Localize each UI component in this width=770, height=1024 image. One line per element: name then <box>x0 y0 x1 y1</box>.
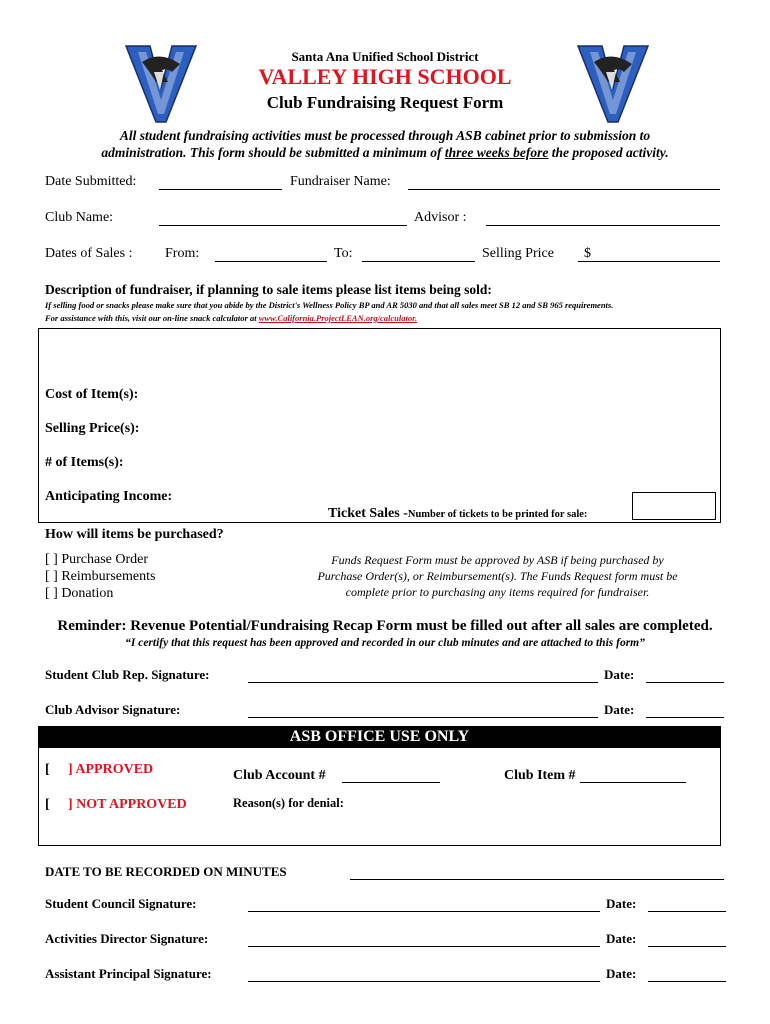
anticipating-income-label: Anticipating Income: <box>45 489 173 504</box>
dates-of-sales-label: Dates of Sales : <box>45 246 133 261</box>
selling-price-label: Selling Price <box>482 246 554 261</box>
activities-director-date-label: Date: <box>606 931 637 946</box>
certify-statement: “I certify that this request has been approved and recorded in our club minutes and are attached to this form” <box>125 637 645 649</box>
club-name-label: Club Name: <box>45 210 114 225</box>
club-account-field[interactable] <box>342 782 440 783</box>
district-name: Santa Ana Unified School District <box>291 49 479 64</box>
assistant-principal-signature-field[interactable] <box>248 981 600 982</box>
intro-line-2b: three weeks before <box>444 145 549 160</box>
snack-calculator-text: For assistance with this, visit our on-line snack calculator at <box>45 313 259 323</box>
student-rep-date-field[interactable] <box>646 682 724 683</box>
from-date-field[interactable] <box>215 261 327 262</box>
assistant-principal-signature-label: Assistant Principal Signature: <box>45 966 212 981</box>
student-council-date-field[interactable] <box>648 911 726 912</box>
ticket-count-note: Number of tickets to be printed for sale: <box>407 509 588 520</box>
date-submitted-label: Date Submitted: <box>45 174 137 189</box>
wellness-note: If selling food or snacks please make sure that you abide by the District's Wellness Policy BP and AR 5030 and that all sales meet SB 12 and SB 965 requirements. <box>45 300 614 310</box>
asb-office-title: ASB OFFICE USE ONLY <box>38 726 721 748</box>
funds-note-line-1: Funds Request Form must be approved by ASB if being purchased by <box>331 553 664 567</box>
intro-line-1: All student fundraising activities must be processed through ASB cabinet prior to submission to <box>119 128 651 143</box>
approved-bracket: [ <box>45 762 50 777</box>
snack-calculator-link[interactable]: www.California.ProjectLEAN.org/calculator. <box>258 313 418 323</box>
advisor-label: Advisor : <box>414 210 467 225</box>
funds-request-note <box>285 552 710 600</box>
funds-note-line-2: Purchase Order(s), or Reimbursement(s). The Funds Request form must be <box>317 569 678 583</box>
student-rep-signature-label: Student Club Rep. Signature: <box>45 667 210 682</box>
student-council-signature-field[interactable] <box>248 911 600 912</box>
student-rep-date-label: Date: <box>604 667 635 682</box>
fundraiser-name-label: Fundraiser Name: <box>290 174 391 189</box>
ticket-sales <box>328 506 587 522</box>
form-title: Club Fundraising Request Form <box>266 93 504 112</box>
denial-reasons-label: Reason(s) for denial: <box>233 796 344 810</box>
not-approved-checkbox[interactable]: ] NOT APPROVED <box>68 797 187 812</box>
activities-director-signature-field[interactable] <box>248 946 600 947</box>
student-council-signature-label: Student Council Signature: <box>45 896 197 911</box>
snack-calculator-note <box>45 313 417 323</box>
activities-director-date-field[interactable] <box>648 946 726 947</box>
option-purchase-order[interactable]: [ ] Purchase Order <box>45 552 149 567</box>
assistant-principal-date-label: Date: <box>606 966 637 981</box>
to-date-field[interactable] <box>362 261 475 262</box>
school-name: VALLEY HIGH SCHOOL <box>258 64 512 89</box>
fundraiser-name-field[interactable] <box>408 189 720 190</box>
advisor-signature-field[interactable] <box>248 717 598 718</box>
option-reimbursements[interactable]: [ ] Reimbursements <box>45 569 156 584</box>
dollar-sign: $ <box>584 246 591 261</box>
selling-price-field[interactable] <box>578 261 720 262</box>
club-item-label: Club Item # <box>504 768 576 783</box>
from-label: From: <box>165 246 200 261</box>
advisor-date-label: Date: <box>604 702 635 717</box>
intro-text <box>20 127 750 161</box>
ticket-count-field[interactable] <box>632 492 716 520</box>
funds-note-line-3: complete prior to purchasing any items required for fundraiser. <box>345 585 650 599</box>
activities-director-signature-label: Activities Director Signature: <box>45 931 209 946</box>
approved-checkbox[interactable]: ] APPROVED <box>68 762 154 777</box>
intro-line-2 <box>20 144 750 161</box>
cost-of-items-label: Cost of Item(s): <box>45 387 139 402</box>
advisor-signature-label: Club Advisor Signature: <box>45 702 181 717</box>
num-items-label: # of Items(s): <box>45 455 124 470</box>
description-heading: Description of fundraiser, if planning to sale items please list items being sold: <box>45 282 492 297</box>
minutes-date-field[interactable] <box>350 879 724 880</box>
student-rep-signature-field[interactable] <box>248 682 598 683</box>
club-name-field[interactable] <box>159 225 407 226</box>
minutes-date-label: DATE TO BE RECORDED ON MINUTES <box>45 864 287 879</box>
selling-prices-label: Selling Price(s): <box>45 421 140 436</box>
purchase-question: How will items be purchased? <box>45 527 224 542</box>
club-item-field[interactable] <box>580 782 686 783</box>
to-label: To: <box>334 246 353 261</box>
assistant-principal-date-field[interactable] <box>648 981 726 982</box>
reminder-text: Reminder: Revenue Potential/Fundraising Recap Form must be filled out after all sales are completed. <box>57 618 713 634</box>
club-account-label: Club Account # <box>233 768 326 783</box>
student-council-date-label: Date: <box>606 896 637 911</box>
option-donation[interactable]: [ ] Donation <box>45 586 114 601</box>
ticket-sales-label: Ticket Sales - <box>328 506 408 521</box>
advisor-date-field[interactable] <box>646 717 724 718</box>
intro-line-2c: the proposed activity. <box>548 145 669 160</box>
advisor-field[interactable] <box>486 225 720 226</box>
not-approved-bracket: [ <box>45 797 50 812</box>
intro-line-2a: administration. This form should be submitted a minimum of <box>101 145 445 160</box>
date-submitted-field[interactable] <box>159 189 282 190</box>
